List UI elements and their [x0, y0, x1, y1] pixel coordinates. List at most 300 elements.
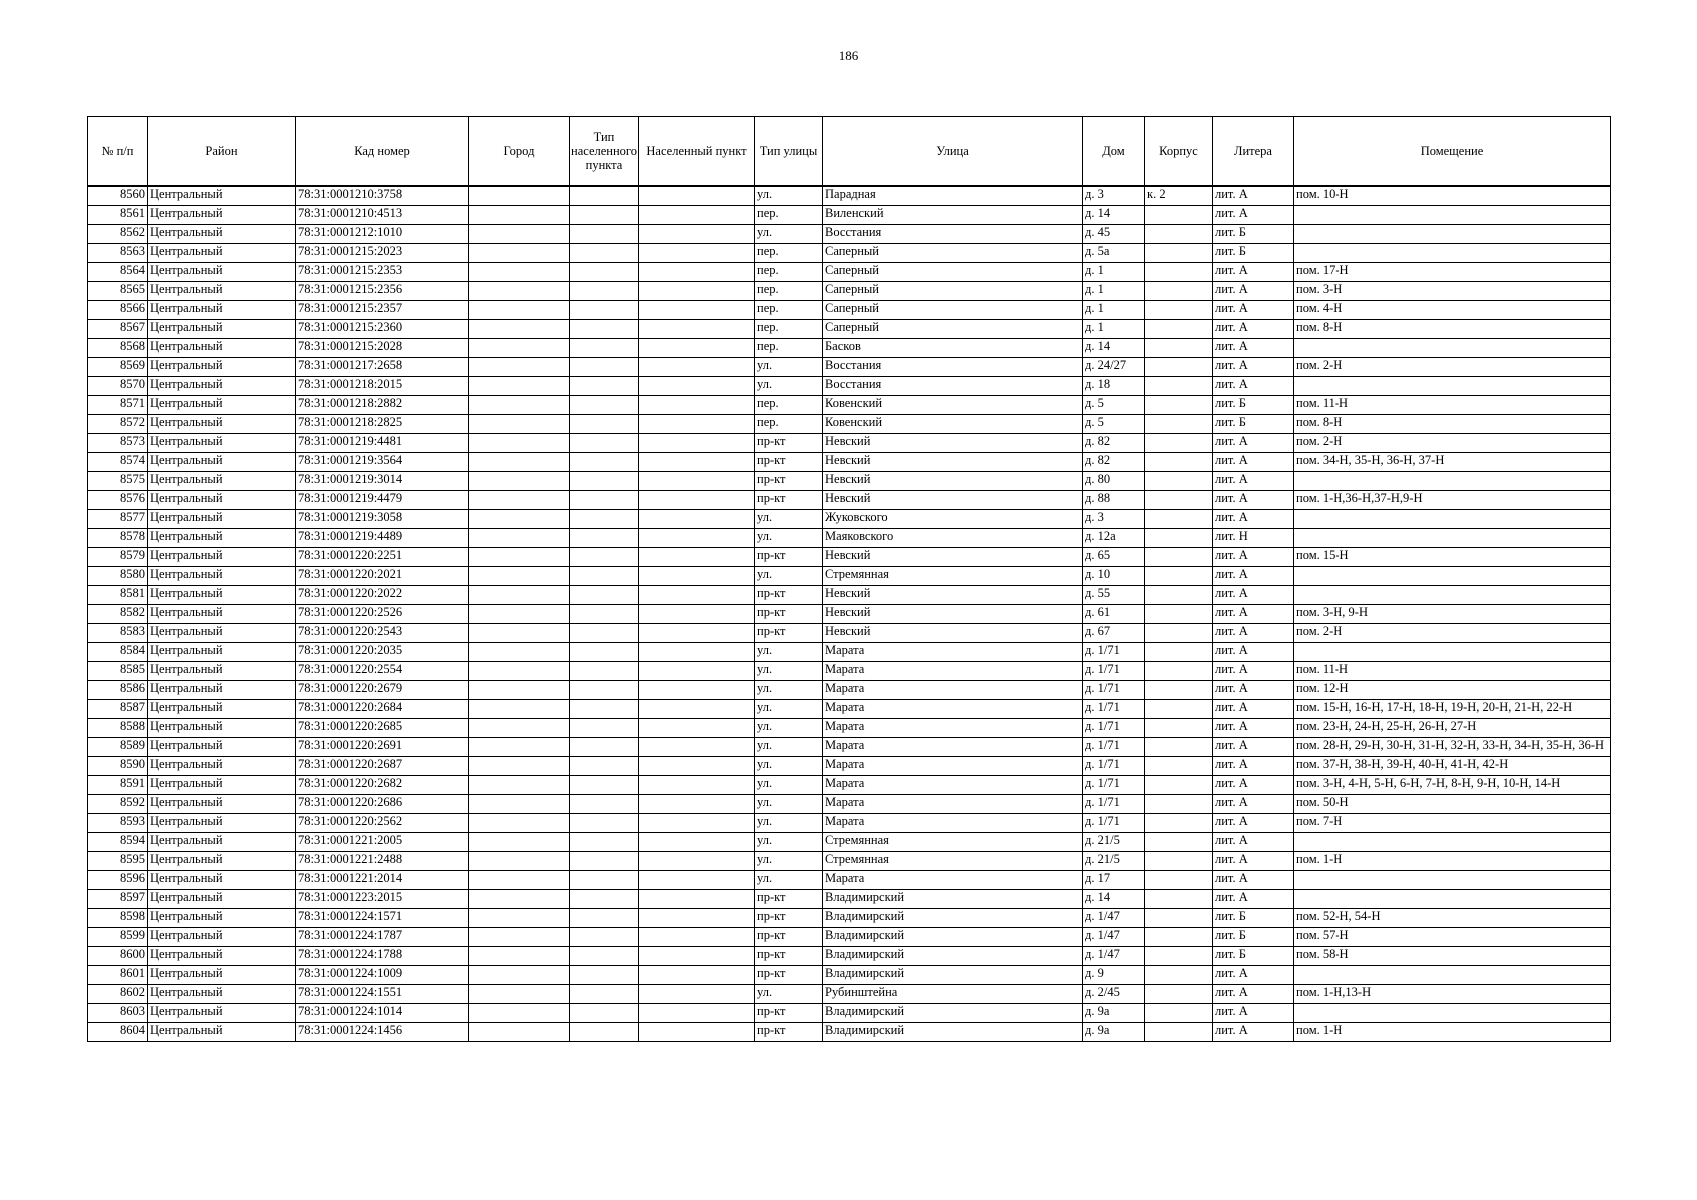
- cell-building: [1145, 909, 1213, 928]
- cell-street-type: пер.: [755, 301, 823, 320]
- cell-settlement-type: [570, 548, 639, 567]
- cell-settlement: [639, 472, 755, 491]
- cell-city: [469, 890, 570, 909]
- cell-house: д. 14: [1083, 206, 1145, 225]
- cell-street-type: ул.: [755, 186, 823, 206]
- cell-cadastral-number: 78:31:0001210:4513: [296, 206, 469, 225]
- table-row: [88, 643, 1611, 662]
- cell-building: [1145, 548, 1213, 567]
- cell-cadastral-number: 78:31:0001224:1788: [296, 947, 469, 966]
- table-row: [88, 396, 1611, 415]
- cell-premises: пом. 15-Н, 16-Н, 17-Н, 18-Н, 19-Н, 20-Н, 21-Н, 22-Н: [1294, 700, 1611, 719]
- cell-district: Центральный: [148, 453, 296, 472]
- cell-row-number: 8587: [88, 700, 148, 719]
- cell-row-number: 8563: [88, 244, 148, 263]
- cell-district: Центральный: [148, 719, 296, 738]
- cell-district: Центральный: [148, 833, 296, 852]
- column-header-settlement: Населенный пункт: [639, 117, 755, 187]
- cell-house: д. 10: [1083, 567, 1145, 586]
- cell-row-number: 8580: [88, 567, 148, 586]
- property-registry-table: [87, 116, 1611, 1042]
- cell-settlement: [639, 605, 755, 624]
- cell-settlement: [639, 719, 755, 738]
- cell-letter: лит. А: [1213, 263, 1294, 282]
- cell-letter: лит. А: [1213, 548, 1294, 567]
- cell-street: Саперный: [823, 320, 1083, 339]
- table-row: [88, 491, 1611, 510]
- cell-settlement: [639, 700, 755, 719]
- cell-building: [1145, 643, 1213, 662]
- cell-city: [469, 358, 570, 377]
- cell-letter: лит. А: [1213, 358, 1294, 377]
- column-header-building: Корпус: [1145, 117, 1213, 187]
- cell-cadastral-number: 78:31:0001220:2035: [296, 643, 469, 662]
- cell-row-number: 8600: [88, 947, 148, 966]
- cell-city: [469, 738, 570, 757]
- table-row: [88, 529, 1611, 548]
- cell-cadastral-number: 78:31:0001217:2658: [296, 358, 469, 377]
- cell-settlement: [639, 909, 755, 928]
- cell-city: [469, 643, 570, 662]
- cell-letter: лит. Б: [1213, 928, 1294, 947]
- table-row: [88, 738, 1611, 757]
- cell-city: [469, 966, 570, 985]
- cell-house: д. 61: [1083, 605, 1145, 624]
- cell-letter: лит. А: [1213, 795, 1294, 814]
- table-row: [88, 415, 1611, 434]
- cell-district: Центральный: [148, 472, 296, 491]
- cell-premises: пом. 11-Н: [1294, 396, 1611, 415]
- cell-building: [1145, 567, 1213, 586]
- cell-row-number: 8561: [88, 206, 148, 225]
- cell-house: д. 1/71: [1083, 776, 1145, 795]
- cell-house: д. 1/71: [1083, 814, 1145, 833]
- cell-house: д. 3: [1083, 510, 1145, 529]
- cell-letter: лит. А: [1213, 1004, 1294, 1023]
- cell-premises: [1294, 244, 1611, 263]
- cell-building: [1145, 339, 1213, 358]
- cell-building: [1145, 491, 1213, 510]
- cell-letter: лит. А: [1213, 662, 1294, 681]
- cell-building: [1145, 738, 1213, 757]
- cell-settlement-type: [570, 681, 639, 700]
- cell-street: Стремянная: [823, 852, 1083, 871]
- cell-row-number: 8576: [88, 491, 148, 510]
- cell-city: [469, 339, 570, 358]
- cell-letter: лит. А: [1213, 605, 1294, 624]
- table-row: [88, 339, 1611, 358]
- cell-house: д. 1/71: [1083, 738, 1145, 757]
- cell-cadastral-number: 78:31:0001210:3758: [296, 186, 469, 206]
- cell-letter: лит. А: [1213, 472, 1294, 491]
- column-header-street-type: Тип улицы: [755, 117, 823, 187]
- cell-settlement-type: [570, 377, 639, 396]
- cell-cadastral-number: 78:31:0001224:1009: [296, 966, 469, 985]
- cell-cadastral-number: 78:31:0001218:2882: [296, 396, 469, 415]
- cell-district: Центральный: [148, 909, 296, 928]
- cell-street: Владимирский: [823, 928, 1083, 947]
- cell-premises: [1294, 567, 1611, 586]
- cell-cadastral-number: 78:31:0001220:2684: [296, 700, 469, 719]
- cell-settlement-type: [570, 282, 639, 301]
- cell-cadastral-number: 78:31:0001215:2357: [296, 301, 469, 320]
- cell-settlement: [639, 567, 755, 586]
- cell-city: [469, 263, 570, 282]
- cell-street: Марата: [823, 814, 1083, 833]
- cell-building: [1145, 852, 1213, 871]
- cell-city: [469, 548, 570, 567]
- cell-settlement-type: [570, 1004, 639, 1023]
- cell-row-number: 8565: [88, 282, 148, 301]
- cell-building: [1145, 529, 1213, 548]
- cell-premises: [1294, 586, 1611, 605]
- cell-street-type: пр-кт: [755, 1023, 823, 1042]
- cell-street-type: пр-кт: [755, 586, 823, 605]
- cell-house: д. 17: [1083, 871, 1145, 890]
- cell-city: [469, 833, 570, 852]
- cell-letter: лит. А: [1213, 586, 1294, 605]
- table-row: [88, 1023, 1611, 1042]
- cell-building: [1145, 814, 1213, 833]
- cell-row-number: 8569: [88, 358, 148, 377]
- cell-street: Ковенский: [823, 415, 1083, 434]
- cell-premises: пом. 37-Н, 38-Н, 39-Н, 40-Н, 41-Н, 42-Н: [1294, 757, 1611, 776]
- cell-building: [1145, 263, 1213, 282]
- cell-settlement: [639, 662, 755, 681]
- cell-cadastral-number: 78:31:0001220:2021: [296, 567, 469, 586]
- cell-cadastral-number: 78:31:0001224:1014: [296, 1004, 469, 1023]
- cell-district: Центральный: [148, 985, 296, 1004]
- cell-row-number: 8585: [88, 662, 148, 681]
- cell-street: Восстания: [823, 377, 1083, 396]
- cell-street: Саперный: [823, 301, 1083, 320]
- cell-settlement: [639, 301, 755, 320]
- cell-row-number: 8604: [88, 1023, 148, 1042]
- cell-house: д. 1/71: [1083, 719, 1145, 738]
- cell-settlement-type: [570, 928, 639, 947]
- cell-building: [1145, 624, 1213, 643]
- table-row: [88, 871, 1611, 890]
- cell-row-number: 8593: [88, 814, 148, 833]
- column-header-letter: Литера: [1213, 117, 1294, 187]
- cell-row-number: 8572: [88, 415, 148, 434]
- column-header-row-number: № п/п: [88, 117, 148, 187]
- cell-settlement: [639, 282, 755, 301]
- cell-letter: лит. А: [1213, 491, 1294, 510]
- cell-row-number: 8595: [88, 852, 148, 871]
- table-row: [88, 776, 1611, 795]
- cell-settlement-type: [570, 358, 639, 377]
- cell-letter: лит. А: [1213, 434, 1294, 453]
- cell-city: [469, 662, 570, 681]
- table-row: [88, 985, 1611, 1004]
- cell-street: Владимирский: [823, 947, 1083, 966]
- cell-settlement-type: [570, 890, 639, 909]
- cell-district: Центральный: [148, 947, 296, 966]
- cell-city: [469, 396, 570, 415]
- cell-city: [469, 928, 570, 947]
- table-row: [88, 301, 1611, 320]
- cell-street-type: пр-кт: [755, 1004, 823, 1023]
- cell-street-type: пр-кт: [755, 548, 823, 567]
- cell-building: [1145, 434, 1213, 453]
- table-row: [88, 186, 1611, 206]
- cell-letter: лит. А: [1213, 757, 1294, 776]
- cell-street-type: пер.: [755, 320, 823, 339]
- cell-premises: пом. 52-Н, 54-Н: [1294, 909, 1611, 928]
- cell-row-number: 8591: [88, 776, 148, 795]
- cell-letter: лит. А: [1213, 567, 1294, 586]
- cell-street-type: пер.: [755, 282, 823, 301]
- cell-street-type: ул.: [755, 377, 823, 396]
- cell-street: Саперный: [823, 263, 1083, 282]
- cell-letter: лит. А: [1213, 643, 1294, 662]
- cell-settlement: [639, 263, 755, 282]
- cell-settlement: [639, 320, 755, 339]
- cell-settlement: [639, 339, 755, 358]
- cell-district: Центральный: [148, 1004, 296, 1023]
- table-row: [88, 358, 1611, 377]
- cell-premises: [1294, 529, 1611, 548]
- cell-district: Центральный: [148, 282, 296, 301]
- cell-street-type: ул.: [755, 814, 823, 833]
- cell-street: Стремянная: [823, 567, 1083, 586]
- cell-street-type: ул.: [755, 719, 823, 738]
- cell-district: Центральный: [148, 415, 296, 434]
- table-row: [88, 795, 1611, 814]
- cell-building: [1145, 206, 1213, 225]
- cell-city: [469, 377, 570, 396]
- cell-street: Невский: [823, 453, 1083, 472]
- cell-building: [1145, 947, 1213, 966]
- cell-cadastral-number: 78:31:0001224:1571: [296, 909, 469, 928]
- cell-building: [1145, 1023, 1213, 1042]
- cell-settlement-type: [570, 871, 639, 890]
- cell-letter: лит. А: [1213, 206, 1294, 225]
- cell-building: [1145, 776, 1213, 795]
- cell-house: д. 1/71: [1083, 662, 1145, 681]
- cell-street: Стремянная: [823, 833, 1083, 852]
- cell-settlement-type: [570, 605, 639, 624]
- cell-cadastral-number: 78:31:0001224:1456: [296, 1023, 469, 1042]
- cell-house: д. 5а: [1083, 244, 1145, 263]
- cell-settlement: [639, 871, 755, 890]
- cell-row-number: 8571: [88, 396, 148, 415]
- cell-cadastral-number: 78:31:0001215:2356: [296, 282, 469, 301]
- cell-street-type: ул.: [755, 776, 823, 795]
- cell-street: Виленский: [823, 206, 1083, 225]
- cell-cadastral-number: 78:31:0001220:2554: [296, 662, 469, 681]
- cell-premises: пом. 17-Н: [1294, 263, 1611, 282]
- cell-row-number: 8594: [88, 833, 148, 852]
- cell-house: д. 1: [1083, 282, 1145, 301]
- cell-city: [469, 453, 570, 472]
- cell-house: д. 1/47: [1083, 947, 1145, 966]
- cell-city: [469, 529, 570, 548]
- cell-building: [1145, 320, 1213, 339]
- cell-settlement: [639, 186, 755, 206]
- cell-letter: лит. А: [1213, 833, 1294, 852]
- cell-district: Центральный: [148, 206, 296, 225]
- cell-building: [1145, 985, 1213, 1004]
- cell-street: Марата: [823, 795, 1083, 814]
- cell-letter: лит. А: [1213, 453, 1294, 472]
- table-row: [88, 453, 1611, 472]
- cell-premises: [1294, 472, 1611, 491]
- cell-house: д. 1: [1083, 320, 1145, 339]
- cell-street-type: пр-кт: [755, 890, 823, 909]
- cell-street: Восстания: [823, 358, 1083, 377]
- cell-settlement: [639, 586, 755, 605]
- cell-house: д. 1: [1083, 263, 1145, 282]
- cell-city: [469, 472, 570, 491]
- cell-premises: пом. 7-Н: [1294, 814, 1611, 833]
- table-row: [88, 567, 1611, 586]
- cell-city: [469, 1004, 570, 1023]
- cell-house: д. 80: [1083, 472, 1145, 491]
- cell-house: д. 14: [1083, 339, 1145, 358]
- cell-city: [469, 947, 570, 966]
- cell-street-type: ул.: [755, 757, 823, 776]
- cell-city: [469, 206, 570, 225]
- table-row: [88, 586, 1611, 605]
- cell-building: [1145, 225, 1213, 244]
- cell-settlement-type: [570, 396, 639, 415]
- table-row: [88, 1004, 1611, 1023]
- cell-row-number: 8601: [88, 966, 148, 985]
- cell-settlement-type: [570, 738, 639, 757]
- cell-city: [469, 186, 570, 206]
- cell-letter: лит. А: [1213, 890, 1294, 909]
- cell-cadastral-number: 78:31:0001221:2014: [296, 871, 469, 890]
- cell-settlement: [639, 434, 755, 453]
- cell-house: д. 21/5: [1083, 852, 1145, 871]
- cell-premises: [1294, 966, 1611, 985]
- cell-street: Невский: [823, 434, 1083, 453]
- cell-city: [469, 415, 570, 434]
- table-row: [88, 833, 1611, 852]
- cell-premises: [1294, 510, 1611, 529]
- cell-house: д. 1/71: [1083, 643, 1145, 662]
- cell-street-type: пер.: [755, 396, 823, 415]
- cell-house: д. 82: [1083, 453, 1145, 472]
- cell-street-type: пр-кт: [755, 491, 823, 510]
- cell-city: [469, 776, 570, 795]
- cell-premises: пом. 3-Н, 4-Н, 5-Н, 6-Н, 7-Н, 8-Н, 9-Н, 10-Н, 14-Н: [1294, 776, 1611, 795]
- cell-street: Марата: [823, 776, 1083, 795]
- cell-settlement: [639, 643, 755, 662]
- cell-letter: лит. А: [1213, 681, 1294, 700]
- cell-district: Центральный: [148, 814, 296, 833]
- cell-settlement-type: [570, 985, 639, 1004]
- cell-street: Владимирский: [823, 909, 1083, 928]
- cell-street-type: пр-кт: [755, 472, 823, 491]
- cell-house: д. 1/71: [1083, 681, 1145, 700]
- cell-street-type: пер.: [755, 263, 823, 282]
- cell-district: Центральный: [148, 225, 296, 244]
- cell-settlement-type: [570, 244, 639, 263]
- cell-settlement-type: [570, 320, 639, 339]
- cell-settlement-type: [570, 453, 639, 472]
- cell-premises: пом. 2-Н: [1294, 624, 1611, 643]
- cell-settlement-type: [570, 586, 639, 605]
- cell-street-type: ул.: [755, 510, 823, 529]
- cell-premises: [1294, 643, 1611, 662]
- cell-row-number: 8597: [88, 890, 148, 909]
- cell-house: д. 1/47: [1083, 909, 1145, 928]
- cell-premises: пом. 23-Н, 24-Н, 25-Н, 26-Н, 27-Н: [1294, 719, 1611, 738]
- cell-building: [1145, 605, 1213, 624]
- cell-settlement: [639, 1004, 755, 1023]
- cell-cadastral-number: 78:31:0001218:2825: [296, 415, 469, 434]
- cell-street-type: пер.: [755, 244, 823, 263]
- cell-street-type: пер.: [755, 206, 823, 225]
- cell-street-type: пер.: [755, 339, 823, 358]
- cell-city: [469, 681, 570, 700]
- cell-city: [469, 225, 570, 244]
- cell-house: д. 9а: [1083, 1023, 1145, 1042]
- cell-settlement-type: [570, 700, 639, 719]
- cell-settlement: [639, 776, 755, 795]
- cell-street: Владимирский: [823, 1004, 1083, 1023]
- cell-street-type: пр-кт: [755, 605, 823, 624]
- cell-premises: пом. 1-Н,13-Н: [1294, 985, 1611, 1004]
- cell-street: Ковенский: [823, 396, 1083, 415]
- cell-letter: лит. А: [1213, 700, 1294, 719]
- cell-street: Марата: [823, 643, 1083, 662]
- cell-district: Центральный: [148, 605, 296, 624]
- cell-letter: лит. А: [1213, 624, 1294, 643]
- cell-house: д. 45: [1083, 225, 1145, 244]
- cell-settlement-type: [570, 339, 639, 358]
- cell-city: [469, 624, 570, 643]
- cell-letter: лит. А: [1213, 814, 1294, 833]
- cell-settlement: [639, 358, 755, 377]
- cell-premises: пом. 2-Н: [1294, 434, 1611, 453]
- cell-building: [1145, 928, 1213, 947]
- cell-street-type: ул.: [755, 662, 823, 681]
- table-row: [88, 852, 1611, 871]
- cell-street: Басков: [823, 339, 1083, 358]
- cell-city: [469, 985, 570, 1004]
- cell-building: [1145, 681, 1213, 700]
- cell-cadastral-number: 78:31:0001219:3014: [296, 472, 469, 491]
- cell-letter: лит. А: [1213, 852, 1294, 871]
- cell-row-number: 8578: [88, 529, 148, 548]
- cell-district: Центральный: [148, 301, 296, 320]
- cell-settlement-type: [570, 510, 639, 529]
- cell-city: [469, 719, 570, 738]
- header-row: [88, 117, 1611, 187]
- cell-settlement: [639, 852, 755, 871]
- cell-building: [1145, 358, 1213, 377]
- cell-house: д. 12а: [1083, 529, 1145, 548]
- cell-settlement: [639, 225, 755, 244]
- table-row: [88, 548, 1611, 567]
- cell-cadastral-number: 78:31:0001220:2543: [296, 624, 469, 643]
- cell-street: Саперный: [823, 282, 1083, 301]
- cell-city: [469, 586, 570, 605]
- cell-settlement-type: [570, 947, 639, 966]
- cell-settlement: [639, 206, 755, 225]
- cell-house: д. 88: [1083, 491, 1145, 510]
- table-row: [88, 757, 1611, 776]
- cell-street-type: ул.: [755, 738, 823, 757]
- cell-row-number: 8567: [88, 320, 148, 339]
- cell-settlement-type: [570, 206, 639, 225]
- cell-letter: лит. А: [1213, 377, 1294, 396]
- cell-premises: пом. 1-Н: [1294, 852, 1611, 871]
